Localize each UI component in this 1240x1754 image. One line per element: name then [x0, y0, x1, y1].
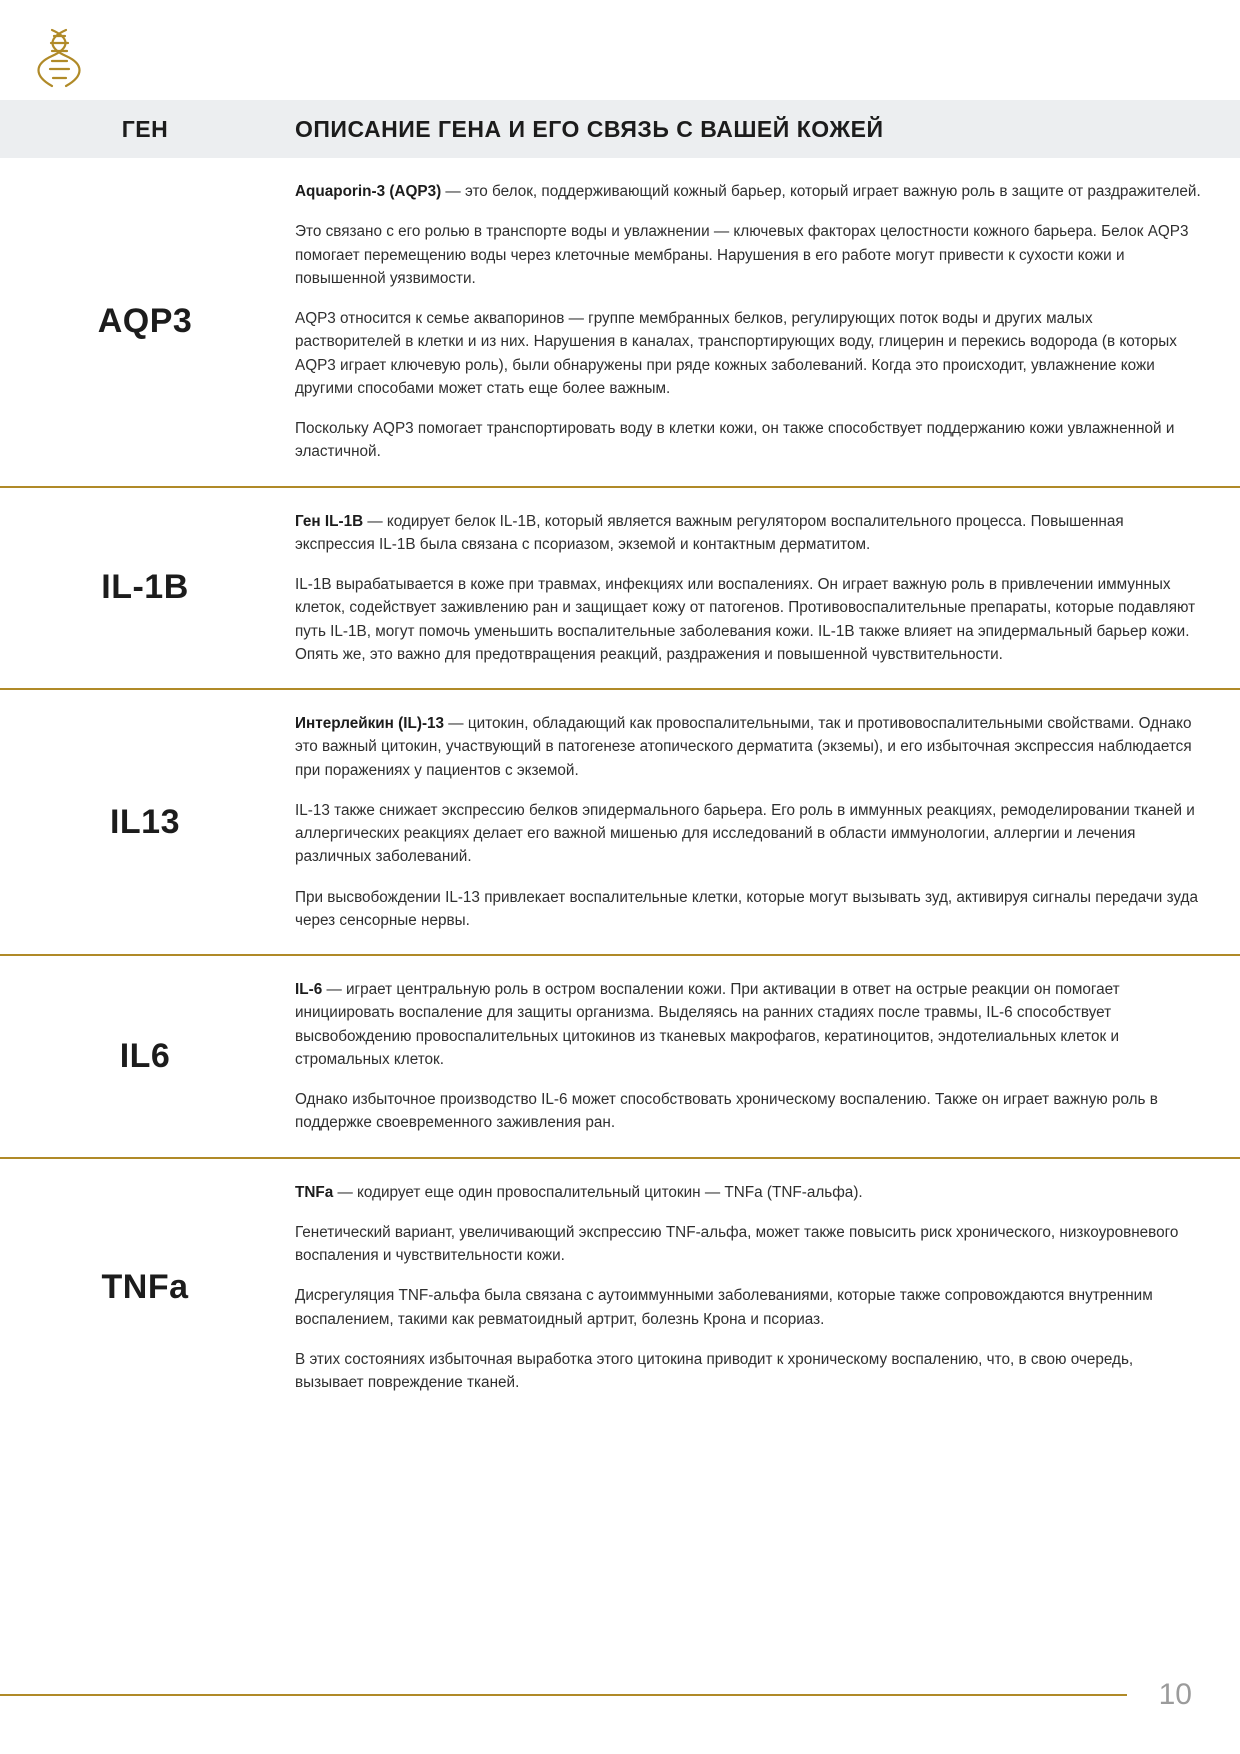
gene-name-cell: TNFa — [101, 1267, 189, 1306]
description-paragraph — [295, 712, 1202, 782]
gene-description-cell — [290, 158, 1240, 486]
gene-description-cell — [290, 488, 1240, 689]
paragraph-text: — кодирует белок IL-1B, который является важным регулятором воспалительного процесса. Повышенная экспрессия IL-1B была связана с псориазом, экземой и контактным дерматитом. — [295, 512, 1124, 553]
column-header-description: ОПИСАНИЕ ГЕНА И ЕГО СВЯЗЬ С ВАШЕЙ КОЖЕЙ — [295, 115, 884, 142]
gene-description-cell — [290, 956, 1240, 1157]
paragraph-text: Однако избыточное производство IL-6 может способствовать хроническому воспалению. Также он играет важную роль в поддержке своевременного заживления ран. — [295, 1091, 1158, 1132]
page-footer — [0, 1680, 1240, 1710]
paragraph-lead: Интерлейкин (IL)-13 — [295, 715, 445, 732]
paragraph-lead: TNFa — [295, 1183, 334, 1201]
table-row — [0, 158, 1240, 488]
paragraph-text: IL-1B вырабатывается в коже при травмах, инфекциях или воспалениях. Он играет важную роль в привлечении иммунных клеток, содействует заживлению ран и защищает кожу от патогенов. Противовоспалительные препараты, которые подавляют путь IL-1B, могут помочь уменьшить воспалительные заболевания кожи. IL-1B также влияет на эпидермальный барьер кожи. Опять же, это важно для предотвращения реакций, раздражения и повышенной чувствительности. — [295, 576, 1196, 663]
table-row — [0, 1159, 1240, 1417]
description-paragraph — [295, 180, 1202, 203]
paragraph-text: Генетический вариант, увеличивающий экспрессию TNF-альфа, может также повысить риск хронического, низкоуровневого воспаления и чувствительности кожи. — [295, 1223, 1179, 1264]
description-paragraph — [295, 978, 1202, 1071]
paragraph-text: — кодирует еще один провоспалительный цитокин — TNFa (TNF-альфа). — [333, 1183, 863, 1201]
paragraph-lead: IL-6 — [295, 981, 323, 998]
paragraph-text: В этих состояниях избыточная выработка этого цитокина приводит к хроническому воспалению, что, в свою очередь, вызывает повреждение тканей. — [295, 1350, 1134, 1391]
page-number: 10 — [1158, 1678, 1192, 1711]
description-paragraph — [295, 307, 1202, 400]
dna-helix-logo — [30, 24, 90, 92]
description-paragraph — [295, 220, 1202, 290]
description-paragraph — [295, 417, 1202, 464]
gene-table-body — [0, 158, 1240, 1416]
paragraph-text: — это белок, поддерживающий кожный барьер, который играет важную роль в защите от раздражителей. — [441, 183, 1201, 200]
column-header-gene: ГЕН — [121, 115, 169, 142]
description-paragraph — [295, 799, 1202, 869]
description-paragraph — [295, 1284, 1202, 1331]
gene-name-cell: IL6 — [119, 1036, 171, 1075]
description-paragraph — [295, 886, 1202, 933]
table-row — [0, 690, 1240, 956]
paragraph-text: Дисрегуляция TNF-альфа была связана с аутоиммунными заболеваниями, которые также сопровождаются внутренним воспалением, такими как ревматоидный артрит, болезнь Крона и псориаз. — [295, 1287, 1153, 1328]
gene-name-cell: AQP3 — [97, 302, 193, 341]
gene-description-cell — [290, 690, 1240, 954]
description-paragraph — [295, 573, 1202, 666]
paragraph-text: — цитокин, обладающий как провоспалительными, так и противовоспалительными свойствами. Однако это важный цитокин, участвующий в патогенезе атопического дерматита (экземы), и его избыточная экспрессия наблюдается при поражениях у пациентов с экземой. — [295, 715, 1192, 779]
description-paragraph — [295, 1348, 1202, 1395]
table-row — [0, 488, 1240, 691]
paragraph-lead: Ген IL-1B — [295, 512, 364, 530]
paragraph-text: IL-13 также снижает экспрессию белков эпидермального барьера. Его роль в иммунных реакциях, ремоделировании тканей и аллергических реакциях делает его важной мишенью для исследований в области иммунологии, аллергии и лечения различных заболеваний. — [295, 801, 1195, 866]
table-header — [0, 100, 1240, 158]
description-paragraph — [295, 1221, 1202, 1268]
gene-name-cell: IL-1B — [101, 568, 189, 607]
gene-name-cell: IL13 — [109, 802, 181, 841]
paragraph-text: Поскольку AQP3 помогает транспортировать воду в клетки кожи, он также способствует поддержанию кожи увлажненной и эластичной. — [295, 420, 1175, 461]
description-paragraph — [295, 510, 1202, 557]
gene-description-cell — [290, 1159, 1240, 1417]
paragraph-text: AQP3 относится к семье аквапоринов — группе мембранных белков, регулирующих поток воды и других малых растворителей в клетки и из них. Нарушения в каналах, транспортирующих воду, глицерин и перекись водорода (в которых AQP3 играет ключевую роль), были обнаружены при ряде кожных заболеваний. Когда это происходит, увлажнение кожи другими способами может стать еще более важным. — [295, 310, 1177, 397]
footer-divider — [0, 1694, 1127, 1696]
paragraph-lead: Aquaporin-3 (AQP3) — [295, 183, 442, 200]
paragraph-text: — играет центральную роль в остром воспалении кожи. При активации в ответ на острые реакции он помогает инициировать воспаление для защиты организма. Выделяясь на ранних стадиях после травмы, IL-6 способствует высвобождению провоспалительных цитокинов из тканевых макрофагов, кератиноцитов, эндотелиальных клеток и стромальных клеток. — [295, 981, 1120, 1068]
paragraph-text: При высвобождении IL-13 привлекает воспалительные клетки, которые могут вызывать зуд, активируя сигналы передачи зуда через сенсорные нервы. — [295, 888, 1198, 929]
paragraph-text: Это связано с его ролью в транспорте воды и увлажнении — ключевых факторах целостности кожного барьера. Белок AQP3 помогает перемещению воды через клеточные мембраны. Нарушения в его работе могут привести к сухости кожи и повышенной уязвимости. — [295, 223, 1189, 287]
description-paragraph — [295, 1181, 1202, 1204]
description-paragraph — [295, 1088, 1202, 1135]
table-row — [0, 956, 1240, 1159]
